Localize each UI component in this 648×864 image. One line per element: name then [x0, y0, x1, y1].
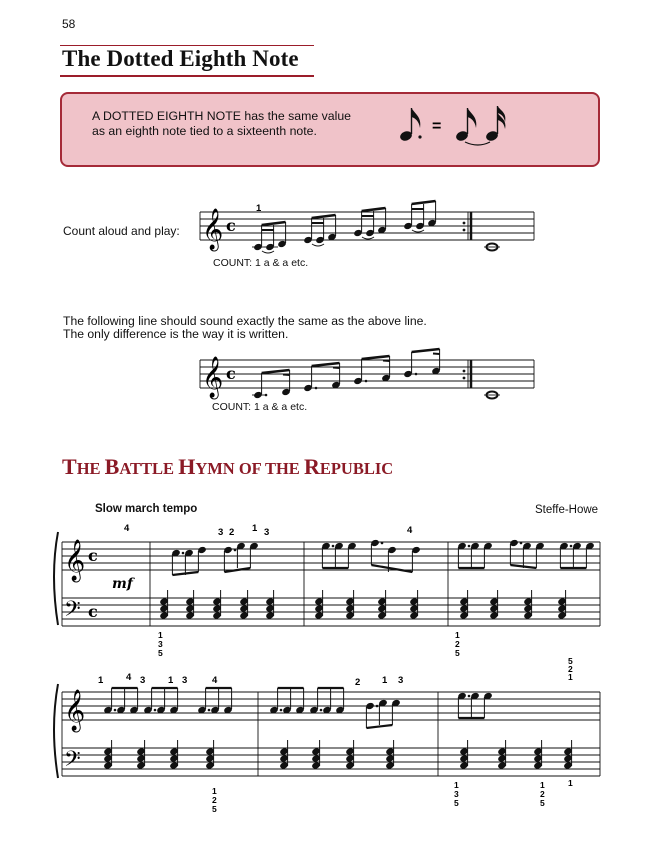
bass-clef-icon: 𝄢 [64, 597, 81, 627]
dot [332, 545, 335, 548]
dot [376, 705, 379, 708]
dot [114, 709, 117, 712]
brace [54, 684, 58, 778]
finger: 1 [252, 523, 258, 534]
treble-clef-icon: 𝄞 [202, 357, 224, 398]
system-1 [52, 520, 602, 660]
exercise-1-instruction: Count aloud and play: [63, 224, 180, 238]
system-2 [52, 656, 602, 820]
beam [312, 215, 336, 218]
title-initial: R [303, 454, 320, 479]
exercise-1-staff [200, 200, 540, 260]
finger: 1 [98, 675, 104, 686]
tempo-marking: Slow march tempo [95, 503, 198, 515]
tied-eighth-sixteenth-icon [455, 106, 506, 145]
finger: 3 [140, 675, 146, 686]
title-initial: H [178, 454, 196, 479]
title-part: HE [76, 459, 105, 478]
finger: 2 [455, 639, 460, 649]
finger: 3 [218, 527, 224, 538]
finger: 3 [264, 527, 270, 538]
dot [154, 709, 157, 712]
finger: 1 [540, 780, 545, 790]
title-initial: B [104, 454, 120, 479]
title-rule-bottom [60, 75, 314, 77]
note-equation [382, 98, 532, 154]
dot [570, 545, 573, 548]
equals-sign: = [432, 118, 442, 135]
finger: 5 [568, 656, 573, 666]
finger: 1 [158, 630, 163, 640]
finger: 1 [168, 675, 174, 686]
finger: 5 [212, 804, 217, 814]
exercise-2-count: COUNT: 1 a & a etc. [212, 401, 308, 413]
dot [182, 552, 185, 555]
finger: 5 [455, 648, 460, 658]
finger: 5 [454, 798, 459, 808]
definition-line-2: as an eighth note tied to a sixteenth note. [92, 124, 317, 138]
tie [362, 237, 374, 239]
beam [262, 370, 290, 373]
finger: 5 [540, 798, 545, 808]
finger: 2 [355, 677, 361, 688]
tie [262, 251, 274, 253]
finger: 4 [212, 675, 218, 686]
common-time-icon: c [226, 364, 236, 383]
finger: 1 [212, 786, 217, 796]
title-part: EPUBLIC [319, 459, 394, 478]
dynamic-mf: mf [112, 576, 133, 592]
finger: 1 [568, 672, 573, 682]
dot [315, 387, 318, 390]
finger: 2 [540, 789, 545, 799]
composer: Steffe-Howe [535, 504, 599, 516]
bass-clef-icon: 𝄢 [64, 747, 81, 777]
beam [362, 356, 390, 359]
treble-clef-icon: 𝄞 [64, 540, 86, 581]
lh-fingering-group [212, 778, 573, 814]
beam [371, 565, 412, 572]
title-part: YMN OF THE [195, 459, 304, 478]
finger: 3 [454, 789, 459, 799]
dot [234, 549, 237, 552]
beam [412, 349, 440, 352]
finger: 1 [455, 630, 460, 640]
exercise-1-notes [252, 201, 437, 253]
dot [415, 373, 418, 376]
finger: 2 [212, 795, 217, 805]
definition-line-1: A DOTTED EIGHTH NOTE has the same value [92, 109, 351, 123]
dot [365, 380, 368, 383]
tie [412, 230, 424, 232]
dot [520, 542, 523, 545]
dot [468, 545, 471, 548]
finger: 4 [407, 525, 413, 536]
finger: 4 [124, 523, 130, 534]
finger: 3 [182, 675, 188, 686]
beam [172, 572, 198, 575]
title-initial: T [62, 454, 77, 479]
treble-clef-icon: 𝄞 [202, 209, 224, 250]
beam [510, 565, 536, 568]
dot [381, 542, 384, 545]
beam [362, 208, 386, 211]
exercise-2-staff [200, 348, 540, 408]
common-time-icon: c [226, 216, 236, 235]
finger: 1 [454, 780, 459, 790]
dot [208, 709, 211, 712]
song-title [62, 454, 393, 480]
finger: 5 [158, 648, 163, 658]
lh-fingering-group [158, 630, 460, 658]
beam [366, 725, 392, 728]
brace [54, 532, 58, 625]
common-time-icon: c [88, 546, 98, 565]
page-number: 58 [62, 17, 76, 31]
finger: 3 [158, 639, 163, 649]
dotted-eighth-note-icon [399, 108, 422, 142]
exercise-1-count: COUNT: 1 a & a etc. [213, 257, 309, 269]
beam [262, 222, 286, 225]
tie [312, 244, 324, 246]
system-2-notes [103, 688, 573, 770]
beam [312, 363, 340, 366]
beam [383, 361, 390, 362]
exercise-2-text [63, 315, 427, 341]
dot [468, 695, 471, 698]
system-1-notes [159, 539, 595, 620]
finger: 2 [229, 527, 235, 538]
chord-fingering [568, 656, 573, 682]
exercise-1-finger: 1 [256, 203, 262, 214]
finger: 1 [382, 675, 388, 686]
section-title: The Dotted Eighth Note [62, 46, 299, 71]
finger: 1 [568, 778, 573, 788]
exercise-2-line-2: The only difference is the way it is written. [63, 327, 289, 341]
beam [412, 201, 436, 204]
finger: 2 [568, 664, 573, 674]
title-part: ATTLE [119, 459, 179, 478]
dot [280, 709, 283, 712]
beam [333, 368, 340, 369]
treble-clef-icon: 𝄞 [64, 690, 86, 731]
finger: 3 [398, 675, 404, 686]
common-time-icon: c [88, 602, 98, 621]
definition-text [92, 109, 372, 139]
dot [320, 709, 323, 712]
finger: 4 [126, 672, 132, 683]
beam [283, 375, 290, 376]
exercise-2-line-1: The following line should sound exactly the same as the above line. [63, 314, 427, 328]
beam [433, 354, 440, 355]
